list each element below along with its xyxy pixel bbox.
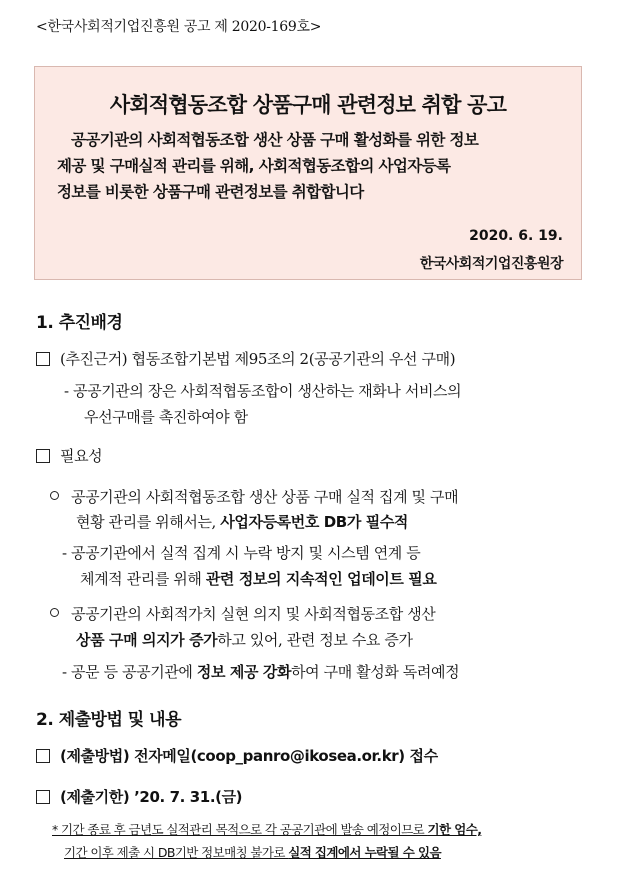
need-item <box>36 445 102 466</box>
section-heading-submission: 2. 제출방법 및 내용 <box>36 710 181 730</box>
method-value: 전자메일(coop_panro@ikosea.or.kr) 접수 <box>129 747 438 765</box>
notice-body-line: 공공기관의 사회적협동조합 생산 상품 구매 활성화를 위한 정보 <box>71 131 479 149</box>
need-label: 필요성 <box>60 447 103 465</box>
need-point-text: 공공기관의 사회적협동조합 생산 상품 구매 실적 집계 및 구매 <box>71 488 459 506</box>
checkbox-square-icon <box>36 352 50 366</box>
need-detail-emphasis: 정보 제공 강화 <box>196 663 292 681</box>
checkbox-square-icon <box>36 749 50 763</box>
deadline-value: ’20. 7. 31.(금) <box>129 788 243 806</box>
note-line <box>64 843 441 861</box>
need-detail-emphasis: 관련 정보의 지속적인 업데이트 필요 <box>205 570 437 588</box>
need-point-cont <box>76 629 413 650</box>
note-text: 기간 이후 제출 시 DB기반 정보매칭 불가로 <box>64 845 289 860</box>
circle-bullet-icon <box>50 608 59 617</box>
notice-box <box>34 66 582 280</box>
checkbox-square-icon <box>36 790 50 804</box>
need-point <box>50 603 435 624</box>
deadline-item <box>36 786 242 807</box>
need-point-text: 공공기관의 사회적가치 실현 의지 및 사회적협동조합 생산 <box>71 605 436 623</box>
need-point-emphasis: 사업자등록번호 DB가 필수적 <box>220 513 409 531</box>
need-point-text: 하고 있어, 관련 정보 수요 증가 <box>217 631 413 649</box>
notice-body <box>57 127 563 205</box>
method-item <box>36 745 438 766</box>
checkbox-square-icon <box>36 449 50 463</box>
need-point-emphasis: 상품 구매 의지가 증가 <box>76 631 218 649</box>
need-detail-text: - 공문 등 공공기관에 <box>62 663 197 681</box>
circle-bullet-icon <box>50 491 59 500</box>
note-line <box>52 820 481 838</box>
need-detail-cont <box>80 568 436 589</box>
need-point <box>50 486 458 507</box>
need-detail-line: - 공공기관에서 실적 집계 시 누락 방지 및 시스템 연계 등 <box>62 544 421 562</box>
method-label: (제출방법) <box>60 747 130 765</box>
document-number: <한국사회적기업진흥원 공고 제 2020-169호> <box>36 19 322 35</box>
notice-signature: 한국사회적기업진흥원장 <box>419 256 563 272</box>
deadline-label: (제출기한) <box>60 788 130 806</box>
need-point-cont <box>76 511 408 532</box>
basis-detail-line: 우선구매를 촉진하여야 함 <box>84 408 248 426</box>
note-text: * 기간 종료 후 금년도 실적관리 목적으로 각 공공기관에 발송 예정이므로 <box>52 822 428 837</box>
need-detail-text: 체계적 관리를 위해 <box>80 570 206 588</box>
basis-item <box>36 348 455 369</box>
notice-title: 사회적협동조합 상품구매 관련정보 취합 공고 <box>109 93 507 117</box>
basis-detail-line: - 공공기관의 장은 사회적협동조합이 생산하는 재화나 서비스의 <box>64 382 462 400</box>
section-heading-background: 1. 추진배경 <box>36 313 123 333</box>
note-emphasis: 기한 엄수, <box>427 822 482 837</box>
notice-body-line: 정보를 비롯한 상품구매 관련정보를 취합합니다 <box>57 183 364 201</box>
note-emphasis: 실적 집계에서 누락될 수 있음 <box>288 845 441 860</box>
need-detail-line <box>62 661 459 682</box>
basis-label: (추진근거) 협동조합기본법 제95조의 2(공공기관의 우선 구매) <box>60 350 456 368</box>
notice-body-line: 제공 및 구매실적 관리를 위해, 사회적협동조합의 사업자등록 <box>57 157 451 175</box>
need-detail-text: 하여 구매 활성화 독려예정 <box>291 663 460 681</box>
notice-date: 2020. 6. 19. <box>469 228 563 244</box>
need-point-text: 현황 관리를 위해서는, <box>76 513 221 531</box>
